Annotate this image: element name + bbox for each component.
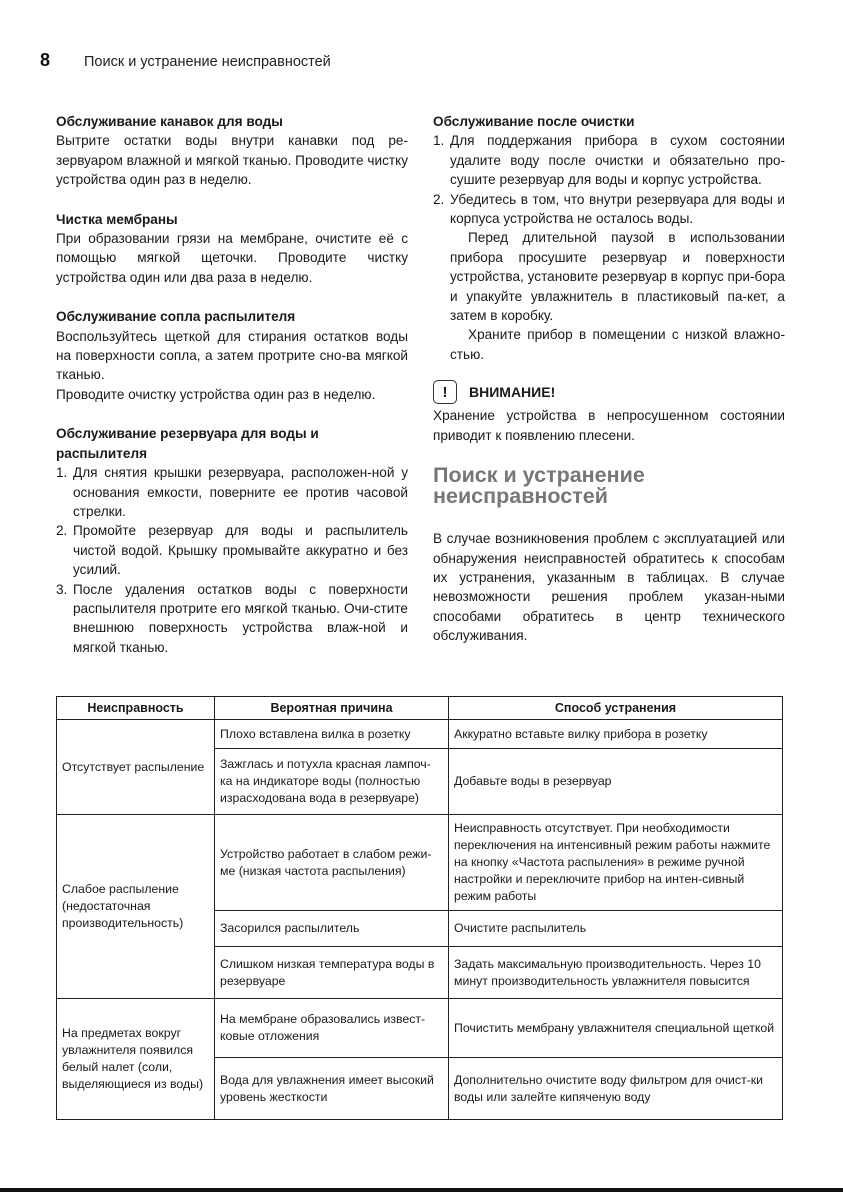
warning-header [433,380,785,404]
table-row [57,720,783,749]
heading-reservoir: Обслуживание резервуара для воды и распылителя [56,426,319,461]
solution-cell: Добавьте воды в резервуар [449,749,783,815]
problem-cell: Отсутствует распыление [57,720,215,815]
solution-cell: Задать максимальную производительность. Через 10 минут производительность увлажнителя повысится [449,947,783,999]
cause-cell: На мембране образовались извест-ковые отложения [215,999,449,1058]
solution-cell: Дополнительно очистите воду фильтром для очист-ки воды или залейте кипяченую воду [449,1058,783,1120]
left-column [56,112,408,657]
section-text: В случае возникновения проблем с эксплуатацией или обнаружения неисправностей обратитесь к способам их устранения, указанным в таблицах. В случае невозможности решения проблем указан-ными способами обратитесь в центр технического обслуживания. [433,531,785,644]
problem-cell: На предметах вокруг увлажнителя появился белый налет (соли, выделяющиеся из воды) [57,999,215,1120]
cause-cell: Вода для увлажнения имеет высокий уровень жесткости [215,1058,449,1120]
header-solution: Способ устранения [449,697,783,720]
warning-icon: ! [433,380,457,404]
warning-title: ВНИМАНИЕ! [469,383,556,400]
table-header-row [57,697,783,720]
table-row [57,815,783,911]
text-water-grooves: Вытрите остатки воды внутри канавки под ре-зервуаром влажной и мягкой тканью. Проводите чистку устройства один раз в неделю. [56,133,408,188]
solution-cell: Аккуратно вставьте вилку прибора в розетку [449,720,783,749]
reservoir-steps [56,463,408,657]
solution-cell: Неисправность отсутствует. При необходимости переключения на интенсивный режим работы нажмите на кнопку «Частота распыления» в режиме ручной настройки и переключите прибор на интен-сивный режим работы [449,815,783,911]
page-number: 8 [40,50,51,70]
header-title: Поиск и устранение неисправностей [84,54,331,70]
page-header [40,50,331,74]
problem-cell: Слабое распыление (недостаточная производительность) [57,815,215,999]
right-column [433,112,785,646]
list-item: 1. Для снятия крышки резервуара, расположен-ной у основания емкости, поверните ее против часовой стрелки. [56,465,408,519]
troubleshooting-table [56,696,783,1120]
heading-after-cleaning: Обслуживание после очистки [433,114,635,129]
heading-membrane: Чистка мембраны [56,211,178,227]
list-item: 1. Для поддержания прибора в сухом состоянии удалите воду после очистки и обязательно про-сушите резервуар для воды и корпус устройства. [433,133,785,188]
solution-cell: Почистить мембрану увлажнителя специальной щеткой [449,999,783,1058]
text-storage-1: Перед длительной паузой в использовании прибора просушите резервуар и поверхности устройства, установите резервуар в корпус при-бора и упакуйте увлажнитель в пластиковый па-кет, а затем в коробку. [450,230,785,324]
text-nozzle-1: Воспользуйтесь щеткой для стирания остатков воды на поверхности сопла, а затем протрите сно-ва мягкой тканью. [56,328,408,383]
cause-cell: Засорился распылитель [215,911,449,947]
text-membrane: При образовании грязи на мембране, очистите её с помощью мягкой щеточки. Проводите чистку устройства один или два раза в неделю. [56,231,408,285]
text-storage-2: Храните прибор в помещении с низкой влажно-стью. [450,327,785,362]
table-row [57,999,783,1058]
cause-cell: Устройство работает в слабом режи-ме (низкая частота распыления) [215,815,449,911]
heading-water-grooves: Обслуживание канавок для воды [56,114,283,129]
after-cleaning-steps [433,131,785,228]
cause-cell: Зажглась и потухла красная лампоч-ка на индикаторе воды (полностью израсходована вода в резервуаре) [215,749,449,815]
text-nozzle-2: Проводите очистку устройства один раз в неделю. [56,386,376,402]
bottom-rule [0,1188,843,1192]
solution-cell: Очистите распылитель [449,911,783,947]
section-title: Поиск и устранение неисправностей [433,463,645,509]
cause-cell: Слишком низкая температура воды в резервуаре [215,947,449,999]
list-item: 2. Промойте резервуар для воды и распылитель чистой водой. Крышку промывайте аккуратно и без усилий. [56,523,408,578]
list-item: 3. После удаления остатков воды с поверхности распылителя протрите его мягкой тканью. Очи-стите внешнюю поверхность устройства влаж-ной и мягкой тканью. [56,581,408,655]
header-problem: Неисправность [57,697,215,720]
heading-nozzle: Обслуживание сопла распылителя [56,309,296,325]
list-item: 2. Убедитесь в том, что внутри резервуара для воды и корпуса устройства не осталось воды. [433,191,785,227]
warning-text: Хранение устройства в непросушенном состоянии приводит к появлению плесени. [433,408,785,443]
header-cause: Вероятная причина [215,697,449,720]
cause-cell: Плохо вставлена вилка в розетку [215,720,449,749]
